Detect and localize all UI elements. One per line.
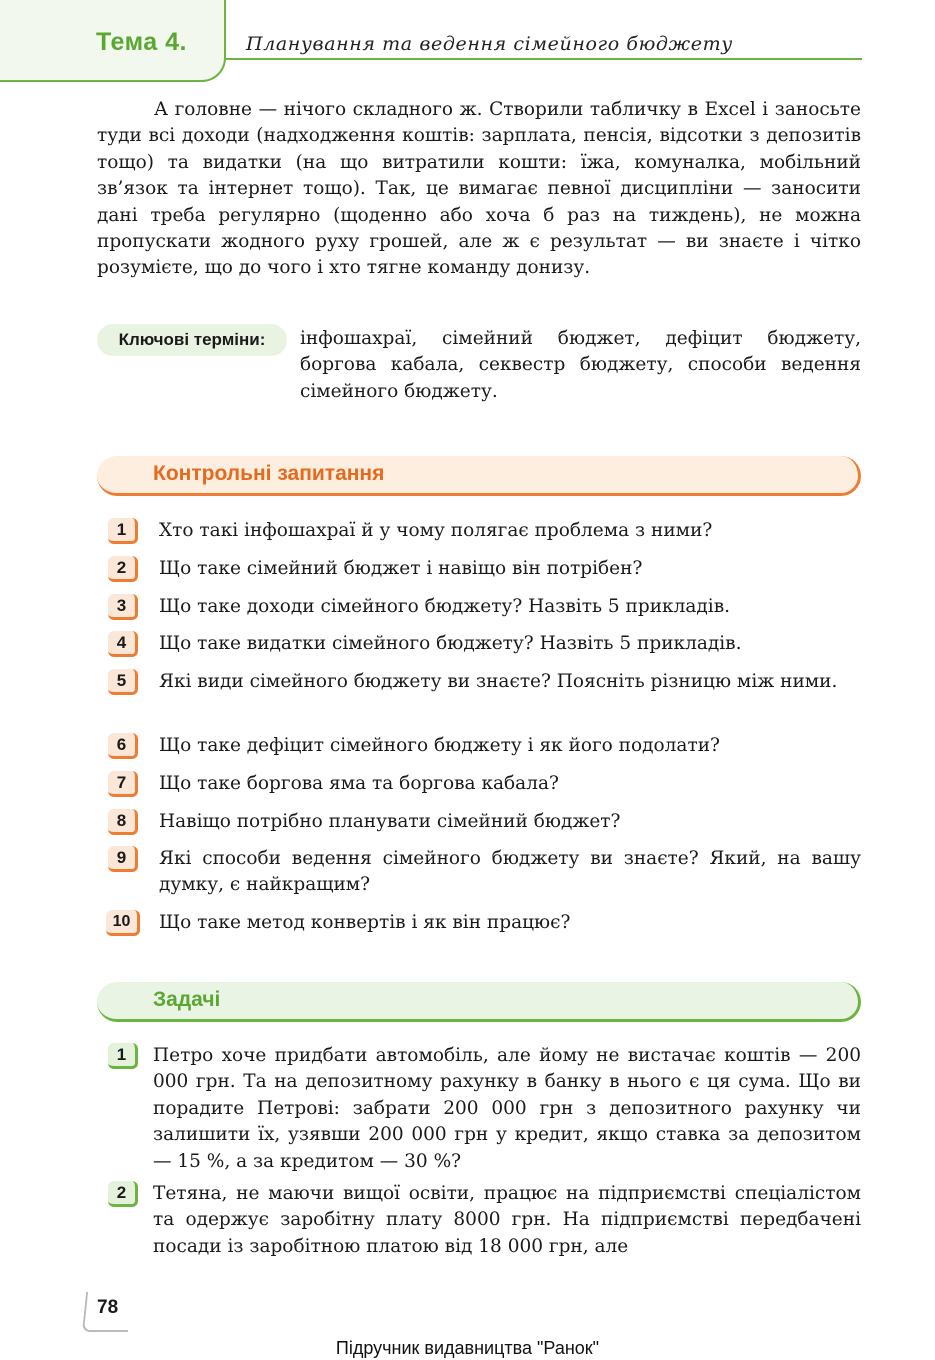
question-text: Що таке сімейний бюджет і навіщо він потрібен?	[159, 558, 643, 579]
question-number: 10	[106, 910, 140, 936]
question-text: Що таке видатки сімейного бюджету? Назвіть 5 прикладів.	[159, 633, 742, 654]
tasks-header	[97, 982, 861, 1022]
question-text: Що таке боргова яма та боргова кабала?	[159, 773, 559, 794]
question-number: 1	[108, 518, 138, 544]
question-number: 4	[108, 631, 138, 657]
task-number: 1	[108, 1043, 138, 1069]
question-text: Які способи ведення сімейного бюджету ви знаєте? Який, на вашу думку, є найкращим?	[159, 848, 861, 896]
publisher-footer: Підручник видавництва "Ранок"	[335, 1338, 600, 1358]
control-questions-header	[97, 456, 861, 496]
task-number: 2	[108, 1181, 138, 1207]
topic-label: Тема 4.	[96, 28, 187, 56]
question-number: 8	[108, 809, 138, 835]
question-number: 5	[108, 669, 138, 695]
question-number: 9	[108, 846, 138, 872]
question-number: 6	[108, 733, 138, 759]
question-number: 2	[108, 556, 138, 582]
tasks-title: Задачі	[153, 988, 221, 1011]
task-text: Тетяна, не маючи вищої освіти, працює на підприємстві спеціалістом та одержує заробітну плату 8000 грн. На підприємстві передбачені посади із заробітною платою від 18 000 грн, але	[153, 1183, 861, 1257]
topic-title: Планування та ведення сімейного бюджету	[246, 33, 733, 55]
key-terms-text: інфошахраї, сімейний бюджет, дефіцит бюджету, боргова кабала, секвестр бюджету, способи ведення сімейного бюджету.	[300, 328, 861, 402]
question-text: Що таке доходи сімейного бюджету? Назвіть 5 прикладів.	[159, 596, 731, 617]
question-text: Які види сімейного бюджету ви знаєте? Поясніть різницю між ними.	[159, 671, 838, 692]
question-text: Хто такі інфошахраї й у чому полягає проблема з ними?	[159, 520, 713, 541]
task-text: Петро хоче придбати автомобіль, але йому не вистачає коштів — 200 000 грн. Та на депозитному рахунку в банку в нього є ця сума. Що ви порадите Петрові: забрати 200 000 грн з депозитного рахунку чи залишити їх, узявши 200 000 грн у кредит, якщо ставка за депозитом — 15 %, а за кредитом — 30 %?	[153, 1045, 861, 1172]
question-number: 7	[108, 771, 138, 797]
header-divider	[226, 58, 862, 60]
page-header	[0, 0, 935, 90]
key-terms-label: Ключові терміни:	[97, 324, 287, 356]
question-text: Що таке метод конвертів і як він працює?	[159, 912, 571, 933]
intro-paragraph: А головне — нічого складного ж. Створили табличку в Excel і заносьте туди всі доходи (надходження коштів: зарплата, пенсія, відсотки з депозитів тощо) та видатки (на що витратили кошти: їжа, комуналка, мобільний зв’язок та інтернет тощо). Так, це вимагає певної дисципліни — заносити дані треба регулярно (щоденно або хоча б раз на тиждень), не можна пропускати жодного руху грошей, але ж є результат — ви знаєте і чітко розумієте, що до чого і хто тягне команду донизу.	[97, 99, 861, 279]
control-questions-title: Контрольні запитання	[153, 462, 385, 485]
question-text: Навіщо потрібно планувати сімейний бюджет?	[159, 811, 621, 832]
question-text: Що таке дефіцит сімейного бюджету і як його подолати?	[159, 735, 720, 756]
page-number: 78	[97, 1297, 119, 1318]
question-number: 3	[108, 594, 138, 620]
